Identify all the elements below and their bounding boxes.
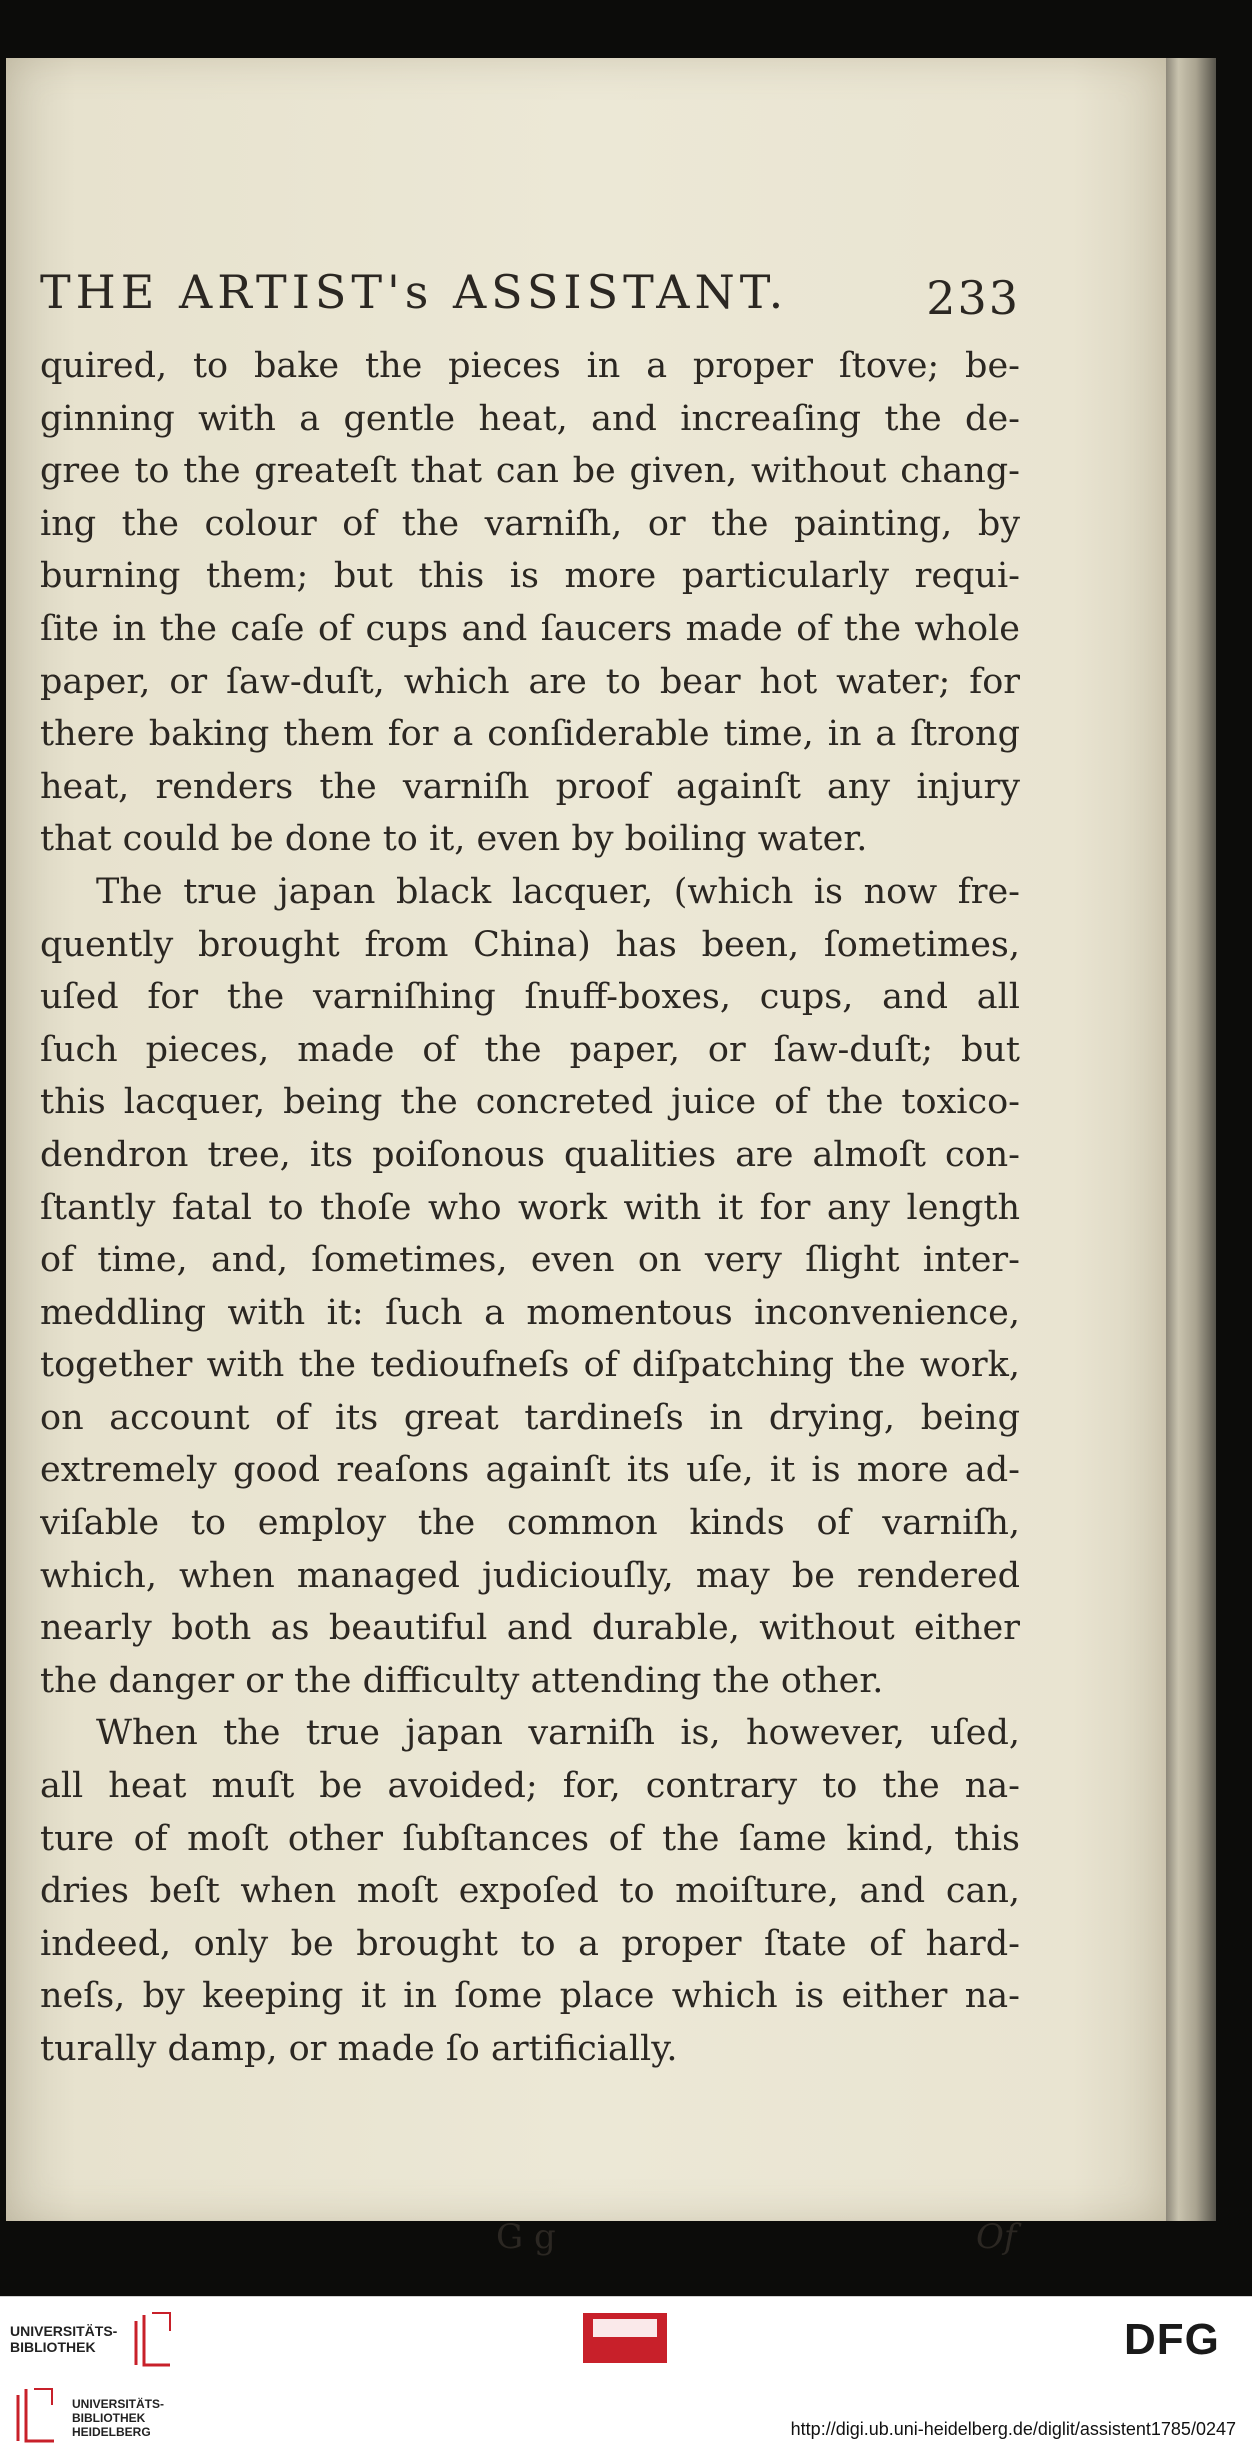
- text-line: indeed, only be brought to a proper ſtate of hard-: [40, 1923, 1020, 1964]
- page-body: [40, 340, 1020, 2076]
- text-line: quently brought from China) has been, ſometimes,: [40, 924, 1020, 965]
- library-name-line-1-secondary: UNIVERSITÄTS-: [72, 2397, 165, 2411]
- text-line: on account of its great tardineſs in drying, being: [40, 1397, 1020, 1438]
- text-line: all heat muſt be avoided; for, contrary to the na-: [40, 1766, 1020, 1807]
- text-line: uſed for the varniſhing ſnuff-boxes, cups, and all: [40, 977, 1020, 1018]
- signature-mark: G g: [496, 2217, 556, 2257]
- text-line: that could be done to it, even by boiling water.: [40, 819, 868, 860]
- page-edge: [1166, 58, 1216, 2221]
- text-line: gree to the greateſt that can be given, without chang-: [40, 451, 1020, 492]
- text-line: there baking them for a conſiderable time, in a ſtrong: [40, 714, 1020, 755]
- text-line: burning them; but this is more particularly requi-: [40, 556, 1020, 597]
- text-line: meddling with it: ſuch a momentous inconvenience,: [40, 1292, 1020, 1333]
- text-line: ginning with a gentle heat, and increaſing the de-: [40, 398, 1020, 439]
- library-name-line-1: UNIVERSITÄTS-: [10, 2323, 118, 2339]
- text-line: paper, or ſaw-duſt, which are to bear hot water; for: [40, 661, 1020, 702]
- library-mark-icon: [130, 2311, 176, 2367]
- permalink-url[interactable]: http://digi.ub.uni-heidelberg.de/diglit/assistent1785/0247: [790, 2419, 1236, 2439]
- text-line: dendron tree, its poiſonous qualities are almoſt con-: [40, 1134, 1020, 1175]
- text-line: dries beſt when moſt expoſed to moiſture, and can,: [40, 1871, 1020, 1912]
- text-line: the danger or the difficulty attending the other.: [40, 1660, 884, 1701]
- text-line: ing the colour of the varniſh, or the painting, by: [40, 503, 1020, 544]
- dfg-logo[interactable]: DFG: [1124, 2315, 1220, 2364]
- page-number: 233: [926, 271, 1020, 325]
- viewer-footer-band: [0, 2296, 1252, 2454]
- library-logo-text: [10, 2323, 117, 2355]
- project-stamp-logo[interactable]: [583, 2313, 667, 2363]
- text-line: The true japan black lacquer, (which is now fre-: [96, 871, 1020, 912]
- running-header: [40, 265, 1020, 335]
- text-line: together with the tedioufneſs of diſpatching the work,: [40, 1345, 1020, 1386]
- text-line: viſable to employ the common kinds of varniſh,: [40, 1503, 1020, 1544]
- library-name-line-2-secondary: BIBLIOTHEK: [72, 2411, 146, 2425]
- text-line: quired, to bake the pieces in a proper ſtove; be-: [40, 346, 1020, 386]
- running-title: THE ARTIST's ASSISTANT.: [40, 265, 789, 319]
- text-line: neſs, by keeping it in ſome place which is either na-: [40, 1976, 1020, 2017]
- text-line: of time, and, ſometimes, even on very ſlight inter-: [40, 1240, 1020, 1281]
- catchword: Of: [976, 2217, 1017, 2257]
- library-logo-secondary-text: [72, 2397, 164, 2439]
- library-mark-secondary-icon: [14, 2387, 58, 2443]
- text-line: ſite in the caſe of cups and ſaucers made of the whole: [40, 608, 1020, 649]
- text-line: ſtantly fatal to thoſe who work with it for any length: [40, 1187, 1020, 1228]
- text-line: extremely good reaſons againſt its uſe, it is more ad-: [40, 1450, 1020, 1491]
- library-logo[interactable]: [10, 2309, 190, 2369]
- text-line: this lacquer, being the concreted juice of the toxico-: [40, 1082, 1020, 1123]
- library-logo-secondary[interactable]: [10, 2383, 210, 2449]
- text-line: When the true japan varniſh is, however, uſed,: [96, 1713, 1020, 1754]
- library-name-line-2: BIBLIOTHEK: [10, 2339, 96, 2355]
- text-line: ture of moſt other ſubſtances of the ſame kind, this: [40, 1818, 1020, 1859]
- text-line: ſuch pieces, made of the paper, or ſaw-duſt; but: [40, 1029, 1020, 1070]
- text-line: heat, renders the varniſh proof againſt any injury: [40, 766, 1020, 807]
- text-line: which, when managed judiciouſly, may be rendered: [40, 1555, 1020, 1596]
- library-name-line-3-secondary: HEIDELBERG: [72, 2425, 151, 2439]
- text-line: nearly both as beautiful and durable, without either: [40, 1608, 1020, 1649]
- text-line: turally damp, or made ſo artificially.: [40, 2029, 678, 2069]
